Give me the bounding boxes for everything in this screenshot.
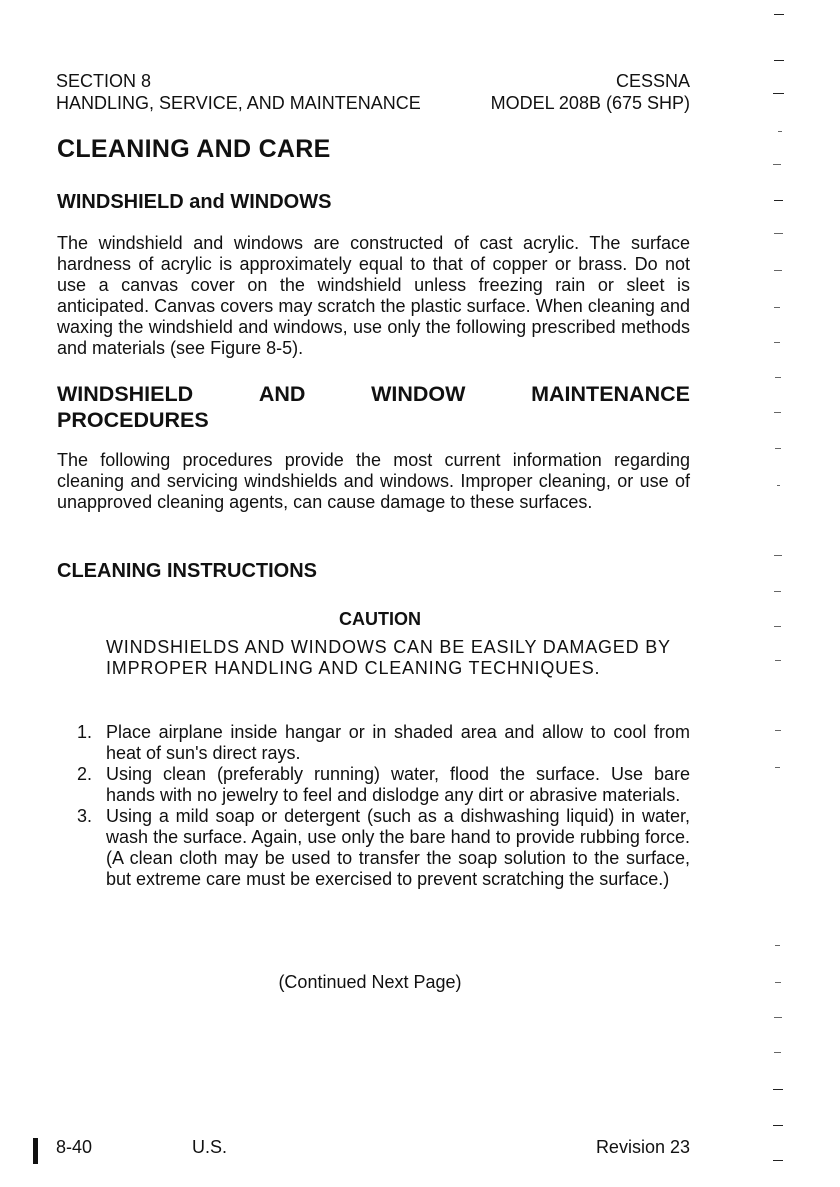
heading-word: AND xyxy=(258,382,306,406)
step-number: 1. xyxy=(77,722,93,742)
heading-word: PROCEDURES xyxy=(57,408,209,432)
list-item xyxy=(57,806,690,890)
revision-change-bar xyxy=(33,1138,38,1164)
step-number: 3. xyxy=(77,806,93,826)
header-left xyxy=(56,70,421,114)
cleaning-instructions-heading: CLEANING INSTRUCTIONS xyxy=(57,560,317,582)
page-title: CLEANING AND CARE xyxy=(57,135,331,163)
heading-word: MAINTENANCE xyxy=(531,382,690,406)
continued-note: (Continued Next Page) xyxy=(278,972,462,992)
footer-revision: Revision 23 xyxy=(595,1137,690,1157)
caution-title: CAUTION xyxy=(339,609,421,629)
header-manufacturer: CESSNA xyxy=(615,71,690,91)
list-item xyxy=(57,722,690,764)
header-section: SECTION 8 xyxy=(56,71,152,91)
heading-word: WINDOW xyxy=(371,382,466,406)
step-number: 2. xyxy=(77,764,93,784)
step-text: Using a mild soap or detergent (such as a dishwashing liquid) in water, wash the surface. Again, use only the bare hand to provide rubbing force. (A clean cloth may be used to transfer the soap solution to the surface, but extreme care must be exercised to prevent scratching the surface.) xyxy=(106,806,690,889)
caution-text: WINDSHIELDS AND WINDOWS CAN BE EASILY DAMAGED BY IMPROPER HANDLING AND CLEANING TECHNIQUES. xyxy=(106,637,671,678)
step-text: Place airplane inside hangar or in shaded area and allow to cool from heat of sun's direct rays. xyxy=(106,722,690,763)
header-section-title: HANDLING, SERVICE, AND MAINTENANCE xyxy=(56,93,421,113)
header-right xyxy=(420,70,690,114)
maintenance-procedures-heading xyxy=(57,381,690,433)
maintenance-procedures-paragraph: The following procedures provide the most current information regarding cleaning and servicing windshields and windows. Improper cleaning, or use of unapproved cleaning agents, can cause damage to these surfaces. xyxy=(57,450,690,512)
footer-edition: U.S. xyxy=(192,1137,228,1157)
scan-edge-marks xyxy=(760,0,800,1187)
heading-word: WINDSHIELD xyxy=(57,382,194,406)
step-text: Using clean (preferably running) water, flood the surface. Use bare hands with no jewelry to feel and dislodge any dirt or abrasive materials. xyxy=(106,764,690,805)
list-item xyxy=(57,764,690,806)
footer-page-number: 8-40 xyxy=(56,1137,93,1157)
header-model: MODEL 208B (675 SHP) xyxy=(490,93,690,113)
windshield-windows-paragraph: The windshield and windows are constructed of cast acrylic. The surface hardness of acrylic is approximately equal to that of copper or brass. Do not use a canvas cover on the windshield unless freezing rain or sleet is anticipated. Canvas covers may scratch the plastic surface. When cleaning and waxing the windshield and windows, use only the following prescribed methods and materials (see Figure 8-5). xyxy=(57,233,690,358)
cleaning-steps-list xyxy=(57,722,690,890)
windshield-windows-heading: WINDSHIELD and WINDOWS xyxy=(57,191,332,213)
